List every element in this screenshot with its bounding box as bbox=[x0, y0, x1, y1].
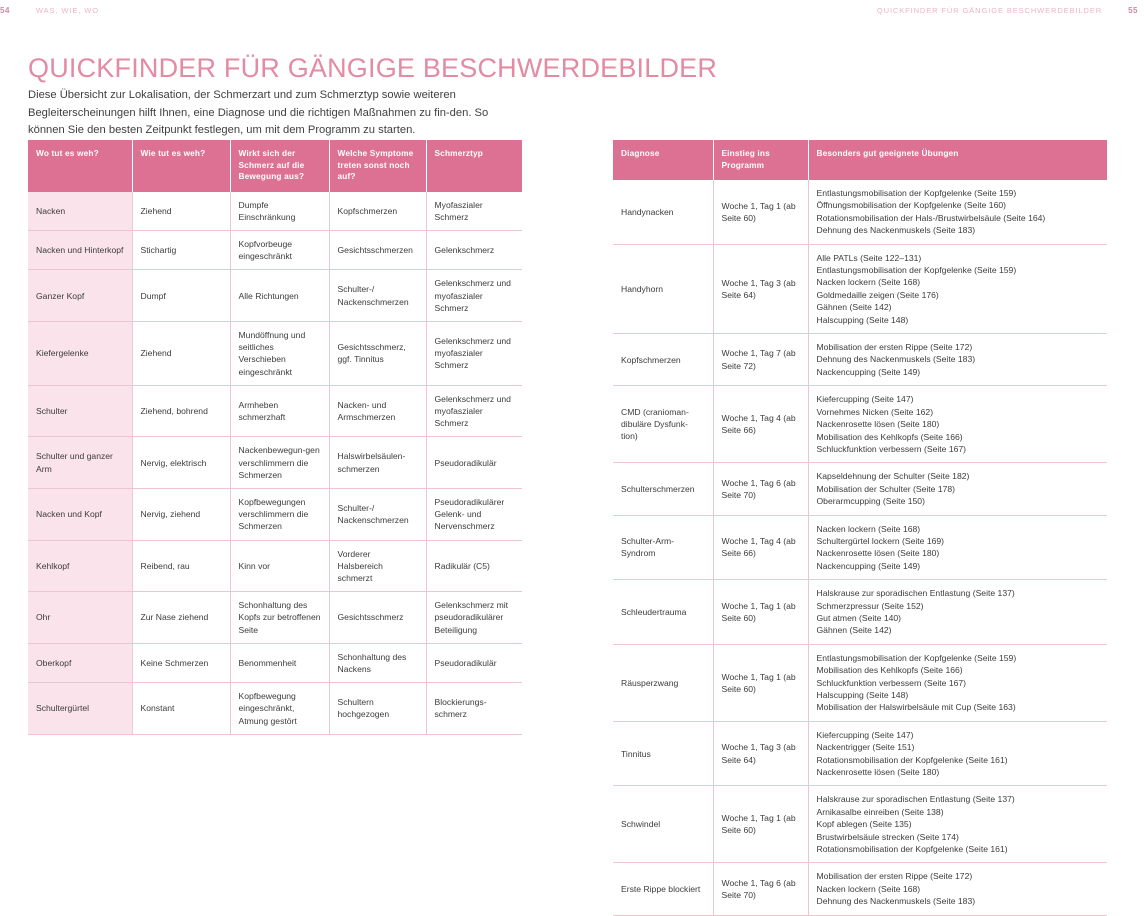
symptom-lookup-table bbox=[28, 140, 522, 735]
cell-movement: Nackenbewegun-gen verschlimmern die Schmerzen bbox=[230, 437, 329, 489]
table-row bbox=[28, 643, 522, 682]
table-row bbox=[613, 463, 1107, 515]
exercise-line: Entlastungsmobilisation der Kopfgelenke (Seite 159) bbox=[816, 265, 1017, 276]
cell-pain-quality: Nervig, ziehend bbox=[132, 488, 230, 540]
cell-pain-quality: Keine Schmerzen bbox=[132, 643, 230, 682]
exercise-line: Mobilisation des Kehlkopfs (Seite 166) bbox=[816, 665, 963, 676]
exercise-line: Alle PATLs (Seite 122–131) bbox=[816, 252, 922, 263]
column-header-uebungen: Besonders gut geeignete Übungen bbox=[808, 140, 1107, 180]
exercise-line: Nacken lockern (Seite 168) bbox=[816, 277, 921, 288]
cell-location: Oberkopf bbox=[28, 643, 132, 682]
column-header-symptome: Welche Symptome treten sonst noch auf? bbox=[329, 140, 426, 192]
cell-pain-type: Blockierungs-schmerz bbox=[426, 683, 522, 735]
cell-location: Kehlkopf bbox=[28, 540, 132, 592]
cell-diagnosis: Schleudertrauma bbox=[613, 580, 713, 645]
exercise-line: Schultergürtel lockern (Seite 169) bbox=[816, 535, 945, 546]
cell-pain-type: Radikulär (C5) bbox=[426, 540, 522, 592]
cell-exercises bbox=[808, 463, 1107, 515]
cell-location: Nacken bbox=[28, 192, 132, 231]
table-header-row bbox=[28, 140, 522, 192]
cell-pain-type: Myofaszialer Schmerz bbox=[426, 192, 522, 231]
cell-movement: Benommenheit bbox=[230, 643, 329, 682]
cell-pain-type: Pseudoradikulär bbox=[426, 643, 522, 682]
cell-program-start: Woche 1, Tag 6 (ab Seite 70) bbox=[713, 863, 808, 915]
exercise-line: Halscupping (Seite 148) bbox=[816, 314, 909, 325]
cell-program-start: Woche 1, Tag 4 (ab Seite 66) bbox=[713, 386, 808, 463]
cell-pain-quality: Ziehend bbox=[132, 321, 230, 385]
exercise-line: Halscupping (Seite 148) bbox=[816, 690, 909, 700]
cell-pain-quality: Zur Nase ziehend bbox=[132, 592, 230, 644]
cell-exercises bbox=[808, 386, 1107, 463]
table-row bbox=[28, 540, 522, 592]
column-header-wie: Wie tut es weh? bbox=[132, 140, 230, 192]
cell-exercises bbox=[808, 334, 1107, 386]
column-header-wo: Wo tut es weh? bbox=[28, 140, 132, 192]
table-header-row bbox=[613, 140, 1107, 180]
cell-symptoms: Nacken- und Armschmerzen bbox=[329, 385, 426, 437]
table-row bbox=[28, 385, 522, 437]
cell-program-start: Woche 1, Tag 4 (ab Seite 66) bbox=[713, 515, 808, 580]
table-row bbox=[613, 580, 1107, 645]
exercise-line: Öffnungsmobilisation der Kopfgelenke (Seite 160) bbox=[816, 200, 1006, 211]
table-row bbox=[613, 786, 1107, 863]
exercise-line: Kopf ablegen (Seite 135) bbox=[816, 819, 912, 830]
exercise-line: Entlastungsmobilisation der Kopfgelenke (Seite 159) bbox=[816, 188, 1017, 198]
cell-location: Kiefergelenke bbox=[28, 321, 132, 385]
exercise-line: Arnikasalbe einreiben (Seite 138) bbox=[816, 806, 944, 817]
cell-diagnosis: Tinnitus bbox=[613, 721, 713, 786]
cell-diagnosis: Handyhorn bbox=[613, 244, 713, 333]
exercise-line: Nackentrigger (Seite 151) bbox=[816, 742, 915, 753]
cell-exercises bbox=[808, 721, 1107, 786]
table-row bbox=[28, 488, 522, 540]
cell-diagnosis: CMD (cranioman-dibuläre Dysfunk-tion) bbox=[613, 386, 713, 463]
cell-exercises bbox=[808, 863, 1107, 915]
exercise-line: Dehnung des Nackenmuskels (Seite 183) bbox=[816, 354, 976, 365]
exercise-line: Schluckfunktion verbessern (Seite 167) bbox=[816, 677, 967, 688]
cell-location: Schulter bbox=[28, 385, 132, 437]
exercise-line: Mobilisation des Kehlkopfs (Seite 166) bbox=[816, 431, 963, 442]
cell-pain-type: Pseudoradikulärer Gelenk- und Nervenschmerz bbox=[426, 488, 522, 540]
cell-exercises bbox=[808, 786, 1107, 863]
running-head-right-text: QUICKFINDER FÜR GÄNGIGE BESCHWERDEBILDER bbox=[876, 5, 1103, 15]
cell-pain-quality: Reibend, rau bbox=[132, 540, 230, 592]
table-row bbox=[28, 437, 522, 489]
cell-exercises bbox=[808, 644, 1107, 721]
cell-program-start: Woche 1, Tag 1 (ab Seite 60) bbox=[713, 644, 808, 721]
cell-movement: Kopfvorbeuge eingeschränkt bbox=[230, 230, 329, 269]
exercise-line: Goldmedaille zeigen (Seite 176) bbox=[816, 289, 939, 300]
table-row bbox=[28, 683, 522, 735]
table-row bbox=[28, 592, 522, 644]
column-header-diagnose: Diagnose bbox=[613, 140, 713, 180]
cell-location: Ganzer Kopf bbox=[28, 270, 132, 322]
cell-pain-quality: Konstant bbox=[132, 683, 230, 735]
exercise-line: Brustwirbelsäule strecken (Seite 174) bbox=[816, 831, 959, 842]
column-header-bewegung: Wirkt sich der Schmerz auf die Bewegung aus? bbox=[230, 140, 329, 192]
running-head-left bbox=[0, 0, 99, 20]
cell-pain-type: Pseudoradikulär bbox=[426, 437, 522, 489]
cell-symptoms: Gesichtsschmerzen bbox=[329, 230, 426, 269]
cell-symptoms: Schonhaltung des Nackens bbox=[329, 643, 426, 682]
cell-diagnosis: Erste Rippe blockiert bbox=[613, 863, 713, 915]
cell-movement: Armheben schmerzhaft bbox=[230, 385, 329, 437]
exercise-line: Nackenrosette lösen (Seite 180) bbox=[816, 419, 940, 430]
exercise-line: Nackenrosette lösen (Seite 180) bbox=[816, 548, 940, 559]
cell-pain-quality: Dumpf bbox=[132, 270, 230, 322]
exercise-line: Kiefercupping (Seite 147) bbox=[816, 729, 914, 740]
exercise-line: Mobilisation der ersten Rippe (Seite 172) bbox=[816, 342, 973, 353]
exercise-line: Halskrause zur sporadischen Entlastung (Seite 137) bbox=[816, 794, 1015, 805]
cell-program-start: Woche 1, Tag 3 (ab Seite 64) bbox=[713, 721, 808, 786]
cell-program-start: Woche 1, Tag 3 (ab Seite 64) bbox=[713, 244, 808, 333]
cell-symptoms: Schultern hochgezogen bbox=[329, 683, 426, 735]
cell-pain-quality: Ziehend, bohrend bbox=[132, 385, 230, 437]
cell-program-start: Woche 1, Tag 1 (ab Seite 60) bbox=[713, 180, 808, 244]
cell-pain-quality: Ziehend bbox=[132, 192, 230, 231]
diagnosis-program-table bbox=[613, 140, 1107, 916]
exercise-line: Dehnung des Nackenmuskels (Seite 183) bbox=[816, 896, 976, 907]
cell-diagnosis: Handynacken bbox=[613, 180, 713, 244]
cell-diagnosis: Schwindel bbox=[613, 786, 713, 863]
cell-symptoms: Gesichtsschmerz, ggf. Tinnitus bbox=[329, 321, 426, 385]
exercise-line: Dehnung des Nackenmuskels (Seite 183) bbox=[816, 225, 976, 236]
cell-pain-type: Gelenkschmerz und myofaszialer Schmerz bbox=[426, 270, 522, 322]
cell-exercises bbox=[808, 244, 1107, 333]
cell-movement: Kopfbewegung eingeschränkt, Atmung gestört bbox=[230, 683, 329, 735]
cell-location: Ohr bbox=[28, 592, 132, 644]
cell-diagnosis: Kopfschmerzen bbox=[613, 334, 713, 386]
cell-program-start: Woche 1, Tag 1 (ab Seite 60) bbox=[713, 580, 808, 645]
exercise-line: Gähnen (Seite 142) bbox=[816, 302, 892, 313]
cell-movement: Mundöffnung und seitliches Verschieben eingeschränkt bbox=[230, 321, 329, 385]
exercise-line: Entlastungsmobilisation der Kopfgelenke (Seite 159) bbox=[816, 652, 1017, 663]
cell-movement: Kopfbewegungen verschlimmern die Schmerzen bbox=[230, 488, 329, 540]
cell-location: Nacken und Kopf bbox=[28, 488, 132, 540]
exercise-line: Mobilisation der ersten Rippe (Seite 172) bbox=[816, 871, 973, 882]
cell-symptoms: Kopfschmerzen bbox=[329, 192, 426, 231]
table-row bbox=[613, 244, 1107, 333]
cell-program-start: Woche 1, Tag 7 (ab Seite 72) bbox=[713, 334, 808, 386]
cell-location: Schulter und ganzer Arm bbox=[28, 437, 132, 489]
table-row bbox=[613, 515, 1107, 580]
exercise-line: Nacken lockern (Seite 168) bbox=[816, 883, 921, 894]
exercise-line: Halskrause zur sporadischen Entlastung (Seite 137) bbox=[816, 588, 1015, 599]
cell-symptoms: Schulter-/ Nackenschmerzen bbox=[329, 488, 426, 540]
cell-location: Schultergürtel bbox=[28, 683, 132, 735]
exercise-line: Gähnen (Seite 142) bbox=[816, 625, 892, 636]
table-row bbox=[613, 721, 1107, 786]
cell-pain-type: Gelenkschmerz mit pseudoradikulärer Beteiligung bbox=[426, 592, 522, 644]
cell-symptoms: Vorderer Halsbereich schmerzt bbox=[329, 540, 426, 592]
running-head-left-text: WAS, WIE, WO bbox=[35, 5, 99, 15]
cell-pain-quality: Nervig, elektrisch bbox=[132, 437, 230, 489]
cell-exercises bbox=[808, 515, 1107, 580]
exercise-line: Nackencupping (Seite 149) bbox=[816, 560, 921, 571]
exercise-line: Rotationsmobilisation der Kopfgelenke (Seite 161) bbox=[816, 844, 1008, 855]
cell-diagnosis: Räusperzwang bbox=[613, 644, 713, 721]
exercise-line: Oberarmcupping (Seite 150) bbox=[816, 496, 925, 507]
table-row bbox=[28, 270, 522, 322]
cell-movement: Dumpfe Einschränkung bbox=[230, 192, 329, 231]
exercise-line: Mobilisation der Schulter (Seite 178) bbox=[816, 483, 956, 494]
table-row bbox=[28, 192, 522, 231]
exercise-line: Schmerzpressur (Seite 152) bbox=[816, 600, 924, 611]
cell-symptoms: Schulter-/ Nackenschmerzen bbox=[329, 270, 426, 322]
exercise-line: Rotationsmobilisation der Kopfgelenke (Seite 161) bbox=[816, 754, 1008, 765]
exercise-line: Nackencupping (Seite 149) bbox=[816, 366, 921, 377]
exercise-line: Vornehmes Nicken (Seite 162) bbox=[816, 406, 934, 417]
cell-movement: Kinn vor bbox=[230, 540, 329, 592]
page-title: QUICKFINDER FÜR GÄNGIGE BESCHWERDEBILDER bbox=[28, 53, 718, 84]
exercise-line: Nacken lockern (Seite 168) bbox=[816, 523, 921, 534]
exercise-line: Rotationsmobilisation der Hals-/Brustwirbelsäule (Seite 164) bbox=[816, 212, 1046, 223]
table-row bbox=[613, 334, 1107, 386]
folio-left: 54 bbox=[0, 5, 10, 15]
cell-pain-type: Gelenkschmerz und myofaszialer Schmerz bbox=[426, 321, 522, 385]
cell-diagnosis: Schulter-Arm-Syndrom bbox=[613, 515, 713, 580]
cell-program-start: Woche 1, Tag 6 (ab Seite 70) bbox=[713, 463, 808, 515]
cell-pain-type: Gelenkschmerz und myofaszialer Schmerz bbox=[426, 385, 522, 437]
cell-movement: Alle Richtungen bbox=[230, 270, 329, 322]
table-row bbox=[613, 180, 1107, 244]
cell-diagnosis: Schulterschmerzen bbox=[613, 463, 713, 515]
exercise-line: Gut atmen (Seite 140) bbox=[816, 612, 902, 623]
table-row bbox=[613, 644, 1107, 721]
column-header-einstieg: Einstieg ins Programm bbox=[713, 140, 808, 180]
table-row bbox=[613, 863, 1107, 915]
intro-paragraph: Diese Übersicht zur Lokalisation, der Schmerzart und zum Schmerztyp sowie weiteren Begleiterscheinungen hilft Ihnen, eine Diagnose und die richtigen Maßnahmen zu fin-den. So können Sie den besten Zeitpunkt festlegen, um mit dem Programm zu starten. bbox=[28, 89, 489, 137]
cell-location: Nacken und Hinterkopf bbox=[28, 230, 132, 269]
folio-right: 55 bbox=[1128, 5, 1138, 15]
cell-exercises bbox=[808, 180, 1107, 244]
exercise-line: Kiefercupping (Seite 147) bbox=[816, 394, 914, 405]
table-row bbox=[613, 386, 1107, 463]
cell-exercises bbox=[808, 580, 1107, 645]
column-header-schmerztyp: Schmerztyp bbox=[426, 140, 522, 192]
table-row bbox=[28, 321, 522, 385]
table-row bbox=[28, 230, 522, 269]
exercise-line: Kapseldehnung der Schulter (Seite 182) bbox=[816, 471, 970, 482]
running-head-right bbox=[877, 0, 1138, 20]
exercise-line: Nackenrosette lösen (Seite 180) bbox=[816, 767, 940, 778]
cell-symptoms: Gesichtsschmerz bbox=[329, 592, 426, 644]
cell-program-start: Woche 1, Tag 1 (ab Seite 60) bbox=[713, 786, 808, 863]
exercise-line: Mobilisation der Halswirbelsäule mit Cup (Seite 163) bbox=[816, 702, 1016, 713]
cell-symptoms: Halswirbelsäulen-schmerzen bbox=[329, 437, 426, 489]
cell-movement: Schonhaltung des Kopfs zur betroffenen Seite bbox=[230, 592, 329, 644]
cell-pain-quality: Stichartig bbox=[132, 230, 230, 269]
cell-pain-type: Gelenkschmerz bbox=[426, 230, 522, 269]
exercise-line: Schluckfunktion verbessern (Seite 167) bbox=[816, 443, 967, 454]
